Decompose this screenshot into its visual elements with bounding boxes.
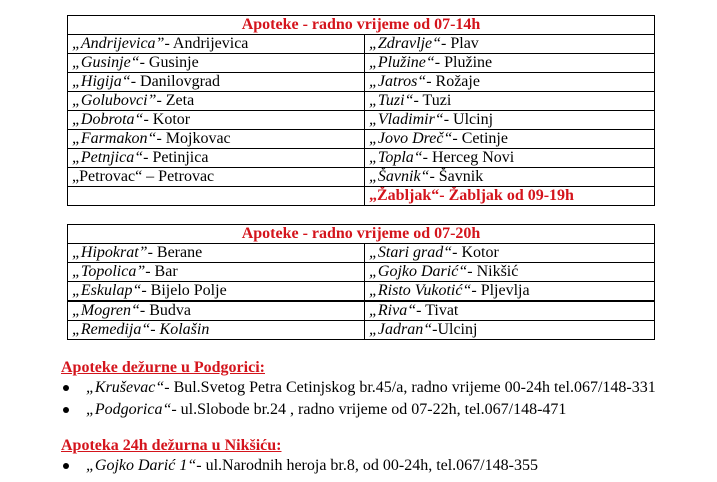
table-row bbox=[68, 244, 655, 263]
pharmacy-special-hours: „Žabljak“- Žabljak od 09-19h bbox=[369, 187, 574, 204]
pharmacy-detail: - ul.Slobode br.24 , radno vrijeme od 07-22h, tel.067/148-471 bbox=[171, 401, 567, 418]
pharmacy-name: „Golubovci” bbox=[72, 92, 157, 109]
table-cell-empty bbox=[68, 187, 365, 206]
pharmacy-name: „Topolica” bbox=[72, 263, 146, 280]
table-row bbox=[68, 282, 655, 302]
pharmacy-table-07-14h bbox=[67, 15, 655, 206]
table-row bbox=[68, 92, 655, 111]
pharmacy-name: „Dobrota“ bbox=[72, 111, 144, 128]
table-cell bbox=[68, 111, 365, 130]
pharmacy-name: „Jatros“ bbox=[369, 73, 427, 90]
table-cell bbox=[68, 321, 365, 340]
table-row bbox=[68, 301, 655, 321]
table-cell bbox=[68, 130, 365, 149]
pharmacy-name: „Mogren“ bbox=[72, 302, 140, 319]
pharmacy-name: „Tuzi“ bbox=[369, 92, 414, 109]
pharmacy-city: - Andrijevica bbox=[164, 35, 249, 52]
pharmacy-city: - Plav bbox=[441, 35, 479, 52]
podgorica-list bbox=[61, 377, 656, 421]
pharmacy-city: - Bijelo Polje bbox=[141, 282, 227, 299]
list-item bbox=[61, 399, 656, 421]
table-cell bbox=[365, 301, 655, 321]
table-row bbox=[68, 111, 655, 130]
table-row bbox=[68, 130, 655, 149]
table-row bbox=[68, 149, 655, 168]
list-item bbox=[61, 377, 656, 399]
table-row bbox=[68, 263, 655, 282]
pharmacy-detail: - Bul.Svetog Petra Cetinjskog br.45/a, radno vrijeme 00-24h tel.067/148-331 bbox=[164, 379, 656, 396]
table-cell bbox=[365, 282, 655, 302]
pharmacy-name: „Plužine“ bbox=[369, 54, 435, 71]
bullet-icon bbox=[63, 407, 69, 413]
pharmacy-detail: - ul.Narodnih heroja br.8, od 00-24h, tel.067/148-355 bbox=[196, 457, 538, 474]
pharmacy-name: „Gojko Darić 1“ bbox=[86, 457, 197, 474]
pharmacy-name: „Jovo Dreč“ bbox=[369, 130, 453, 147]
table-cell bbox=[68, 149, 365, 168]
bullet-icon bbox=[63, 385, 69, 391]
table-row bbox=[68, 187, 655, 206]
table-cell bbox=[365, 168, 655, 187]
pharmacy-city: - Tuzi bbox=[413, 92, 452, 109]
pharmacy-name: „Podgorica“ bbox=[86, 401, 172, 418]
pharmacy-city: - Kotor bbox=[452, 244, 499, 261]
pharmacy-entry: „Petrovac“ – Petrovac bbox=[72, 168, 215, 185]
table-cell bbox=[365, 263, 655, 282]
pharmacy-city: - Zeta bbox=[156, 92, 195, 109]
pharmacy-city: - Budva bbox=[139, 302, 191, 319]
pharmacy-city: - Cetinje bbox=[452, 130, 508, 147]
table-row bbox=[68, 321, 655, 340]
pharmacy-name: „Stari grad“ bbox=[369, 244, 453, 261]
table-cell bbox=[68, 35, 365, 54]
pharmacy-name: „Topla“ bbox=[369, 149, 423, 166]
table-cell bbox=[68, 73, 365, 92]
pharmacy-city: - Plužine bbox=[434, 54, 493, 71]
table-cell bbox=[68, 244, 365, 263]
pharmacy-name: „Hipokrat” bbox=[72, 244, 148, 261]
pharmacy-city: - Mojkovac bbox=[156, 130, 231, 147]
table-header: Apoteke - radno vrijeme od 07-14h bbox=[68, 16, 655, 35]
pharmacy-name: „Eskulap“ bbox=[72, 282, 142, 299]
pharmacy-name: „Farmakon“ bbox=[72, 130, 157, 147]
pharmacy-city: - Ulcinj bbox=[443, 111, 494, 128]
pharmacy-city: - Petinjica bbox=[143, 149, 209, 166]
table-row bbox=[68, 54, 655, 73]
pharmacy-city: - Berane bbox=[147, 244, 203, 261]
table-cell bbox=[365, 187, 655, 206]
pharmacy-name: „Šavnik“ bbox=[369, 168, 430, 185]
pharmacy-city: - Herceg Novi bbox=[422, 149, 515, 166]
table-cell bbox=[365, 244, 655, 263]
section-title-podgorica: Apoteke dežurne u Podgorici: bbox=[61, 359, 265, 376]
pharmacy-name: „Remedija“- Kolašin bbox=[72, 321, 210, 338]
table-cell bbox=[365, 73, 655, 92]
table-cell bbox=[68, 168, 365, 187]
pharmacy-city: - Rožaje bbox=[426, 73, 480, 90]
bullet-icon bbox=[63, 463, 69, 469]
pharmacy-name: „Andrijevica” bbox=[72, 35, 165, 52]
pharmacy-name: „Petnjica“ bbox=[72, 149, 144, 166]
pharmacy-name: „Gojko Darić“ bbox=[369, 263, 468, 280]
pharmacy-city: - Pljevlja bbox=[471, 282, 530, 299]
table-cell bbox=[68, 92, 365, 111]
table-cell bbox=[68, 301, 365, 321]
pharmacy-name: „Gusinje“ bbox=[72, 54, 140, 71]
pharmacy-name: „Vladimir“ bbox=[369, 111, 444, 128]
pharmacy-city: - Gusinje bbox=[139, 54, 199, 71]
pharmacy-city: - Šavnik bbox=[429, 168, 484, 185]
pharmacy-city: - Kotor bbox=[143, 111, 191, 128]
pharmacy-table-07-20h bbox=[67, 224, 655, 340]
pharmacy-city: - Nikšić bbox=[467, 263, 519, 280]
pharmacy-name: „Higija“ bbox=[72, 73, 131, 90]
table-cell bbox=[68, 54, 365, 73]
pharmacy-name: „Zdravlje“ bbox=[369, 35, 442, 52]
section-title-niksic: Apoteka 24h dežurna u Nikšiću: bbox=[61, 437, 282, 454]
pharmacy-city: -Ulcinj bbox=[432, 321, 478, 338]
pharmacy-name: „Riva“ bbox=[369, 302, 417, 319]
pharmacy-city: - Danilovgrad bbox=[130, 73, 220, 90]
table-row bbox=[68, 168, 655, 187]
table-cell bbox=[365, 92, 655, 111]
table-header: Apoteke - radno vrijeme od 07-20h bbox=[68, 225, 655, 244]
pharmacy-name: „Kruševac“ bbox=[86, 379, 165, 396]
table-cell bbox=[365, 35, 655, 54]
table-row bbox=[68, 73, 655, 92]
list-item bbox=[61, 455, 538, 477]
table-cell bbox=[365, 54, 655, 73]
table-cell bbox=[365, 111, 655, 130]
table-row bbox=[68, 35, 655, 54]
niksic-list bbox=[61, 455, 538, 477]
table-cell bbox=[68, 263, 365, 282]
pharmacy-city: - Tivat bbox=[416, 302, 459, 319]
table-cell bbox=[365, 149, 655, 168]
pharmacy-city: - Bar bbox=[145, 263, 178, 280]
pharmacy-name: „Jadran“ bbox=[369, 321, 433, 338]
table-cell bbox=[365, 321, 655, 340]
table-cell bbox=[365, 130, 655, 149]
table-cell bbox=[68, 282, 365, 302]
pharmacy-name: „Risto Vukotić“ bbox=[369, 282, 472, 299]
